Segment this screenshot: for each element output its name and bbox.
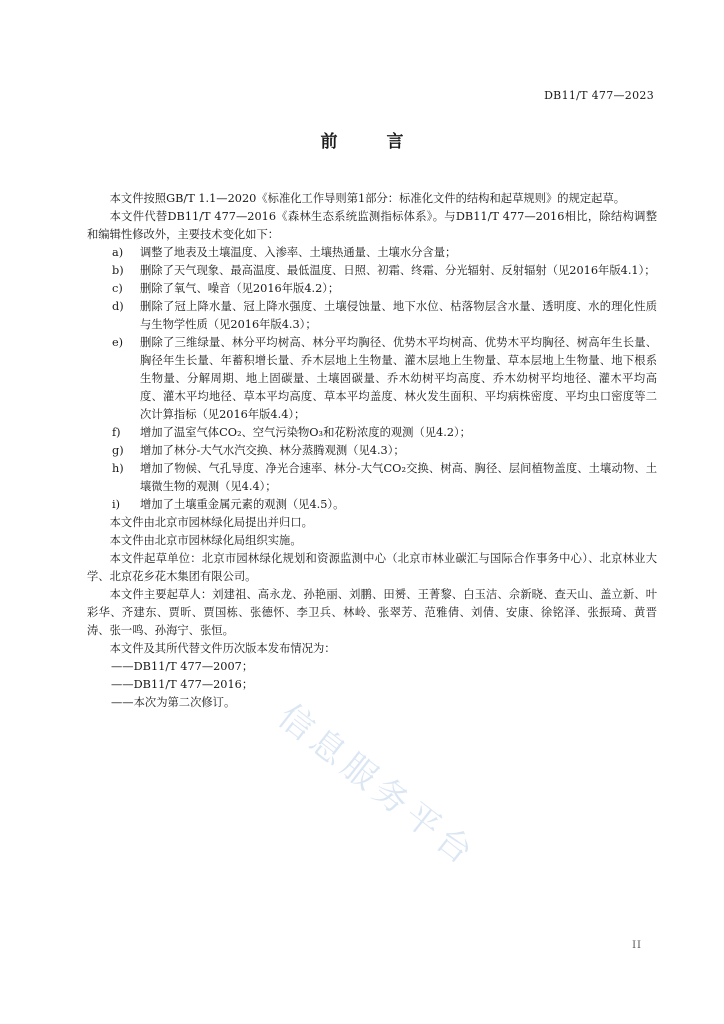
list-marker: d) [112,300,124,313]
document-code: DB11/T 477—2023 [544,89,654,102]
page-number: II [632,940,642,951]
list-marker: f) [112,426,121,439]
drafters-paragraph: 本文件主要起草人：刘建祖、高永龙、孙艳丽、刘鹏、田赟、王菁黎、白玉洁、佘新晓、查天山、盖立新、叶彩华、齐建东、贾昕、贾国栋、张德怀、李卫兵、林岭、张翠芳、范雅倩、刘倩、安康、徐铭泽、张振琦、黄晋涛、张一鸣、孙海宁、张恒。 [87,588,657,637]
history-item: ——DB11/T 477—2007； [111,660,254,673]
drafting-units-paragraph: 本文件起草单位：北京市园林绿化规划和资源监测中心（北京市林业碳汇与国际合作事务中心）、北京林业大学、北京花乡花木集团有限公司。 [87,552,657,583]
history-intro-paragraph: 本文件及其所代替文件历次版本发布情况为： [109,642,336,655]
closing-paragraph: 本文件由北京市园林绿化局组织实施。 [109,534,302,547]
list-item [87,442,657,460]
list-item [87,460,657,496]
list-item [87,262,657,280]
history-item: ——本次为第二次修订。 [111,696,236,709]
list-marker: a) [112,246,124,259]
list-item [87,334,657,424]
version-history-list [87,658,657,712]
list-marker: i) [112,498,121,511]
preface-body [87,190,657,712]
list-marker: e) [112,336,124,349]
list-item-text: 增加了林分-大气水汽交换、林分蒸腾观测（见4.3）； [140,444,405,457]
list-item [87,298,657,334]
list-item-text: 删除了三维绿量、林分平均树高、林分平均胸径、优势木平均树高、优势木平均胸径、树高年生长量、胸径年生长量、年蓄积增长量、乔木层地上生物量、灌木层地上生物量、草本层地上生物量、地下根系生物量、分解周期、地上固碳量、土壤固碳量、乔木幼树平均高度、乔木幼树平均地径、灌木平均高度、灌木平均地径、草本平均高度、草本平均盖度、林火发生面积、平均病株密度、平均虫口密度等二次计算指标（见2016年版4.4）； [140,336,657,421]
list-item-text: 增加了温室气体CO₂、空气污染物O₃和花粉浓度的观测（见4.2）； [140,426,471,439]
list-marker: g) [112,444,124,457]
page-title: 前 言 [320,132,420,152]
list-item [87,280,657,298]
watermark: 信息服务平台 [270,696,485,876]
list-item [87,244,657,262]
list-item-text: 增加了土壤重金属元素的观测（见4.5）。 [140,498,345,511]
list-item-text: 增加了物候、气孔导度、净光合速率、林分-大气CO₂交换、树高、胸径、层间植物盖度、土壤动物、土壤微生物的观测（见4.4）； [140,462,657,493]
list-marker: c) [112,282,123,295]
history-item: ——DB11/T 477—2016； [111,678,254,691]
list-item-text: 删除了天气现象、最高温度、最低温度、日照、初霜、终霜、分光辐射、反射辐射（见2016年版4.1）； [140,264,656,277]
intro-paragraph: 本文件按照GB/T 1.1—2020《标准化工作导则第1部分：标准化文件的结构和起草规则》的规定起草。 [109,192,626,205]
list-item-text: 删除了冠上降水量、冠上降水强度、土壤侵蚀量、地下水位、枯落物层含水量、透明度、水的理化性质与生物学性质（见2016年版4.3）； [140,300,657,331]
list-item-text: 调整了地表及土壤温度、入渗率、土壤热通量、土壤水分含量； [140,246,457,259]
closing-paragraph: 本文件由北京市园林绿化局提出并归口。 [109,516,313,529]
list-item [87,424,657,442]
list-marker: b) [112,264,124,277]
change-list [87,244,657,514]
intro-paragraph: 本文件代替DB11/T 477—2016《森林生态系统监测指标体系》。与DB11/T 477—2016相比，除结构调整和编辑性修改外，主要技术变化如下： [87,210,657,241]
list-item-text: 删除了氧气、噪音（见2016年版4.2）； [140,282,340,295]
list-marker: h) [112,462,124,475]
list-item [87,496,657,514]
